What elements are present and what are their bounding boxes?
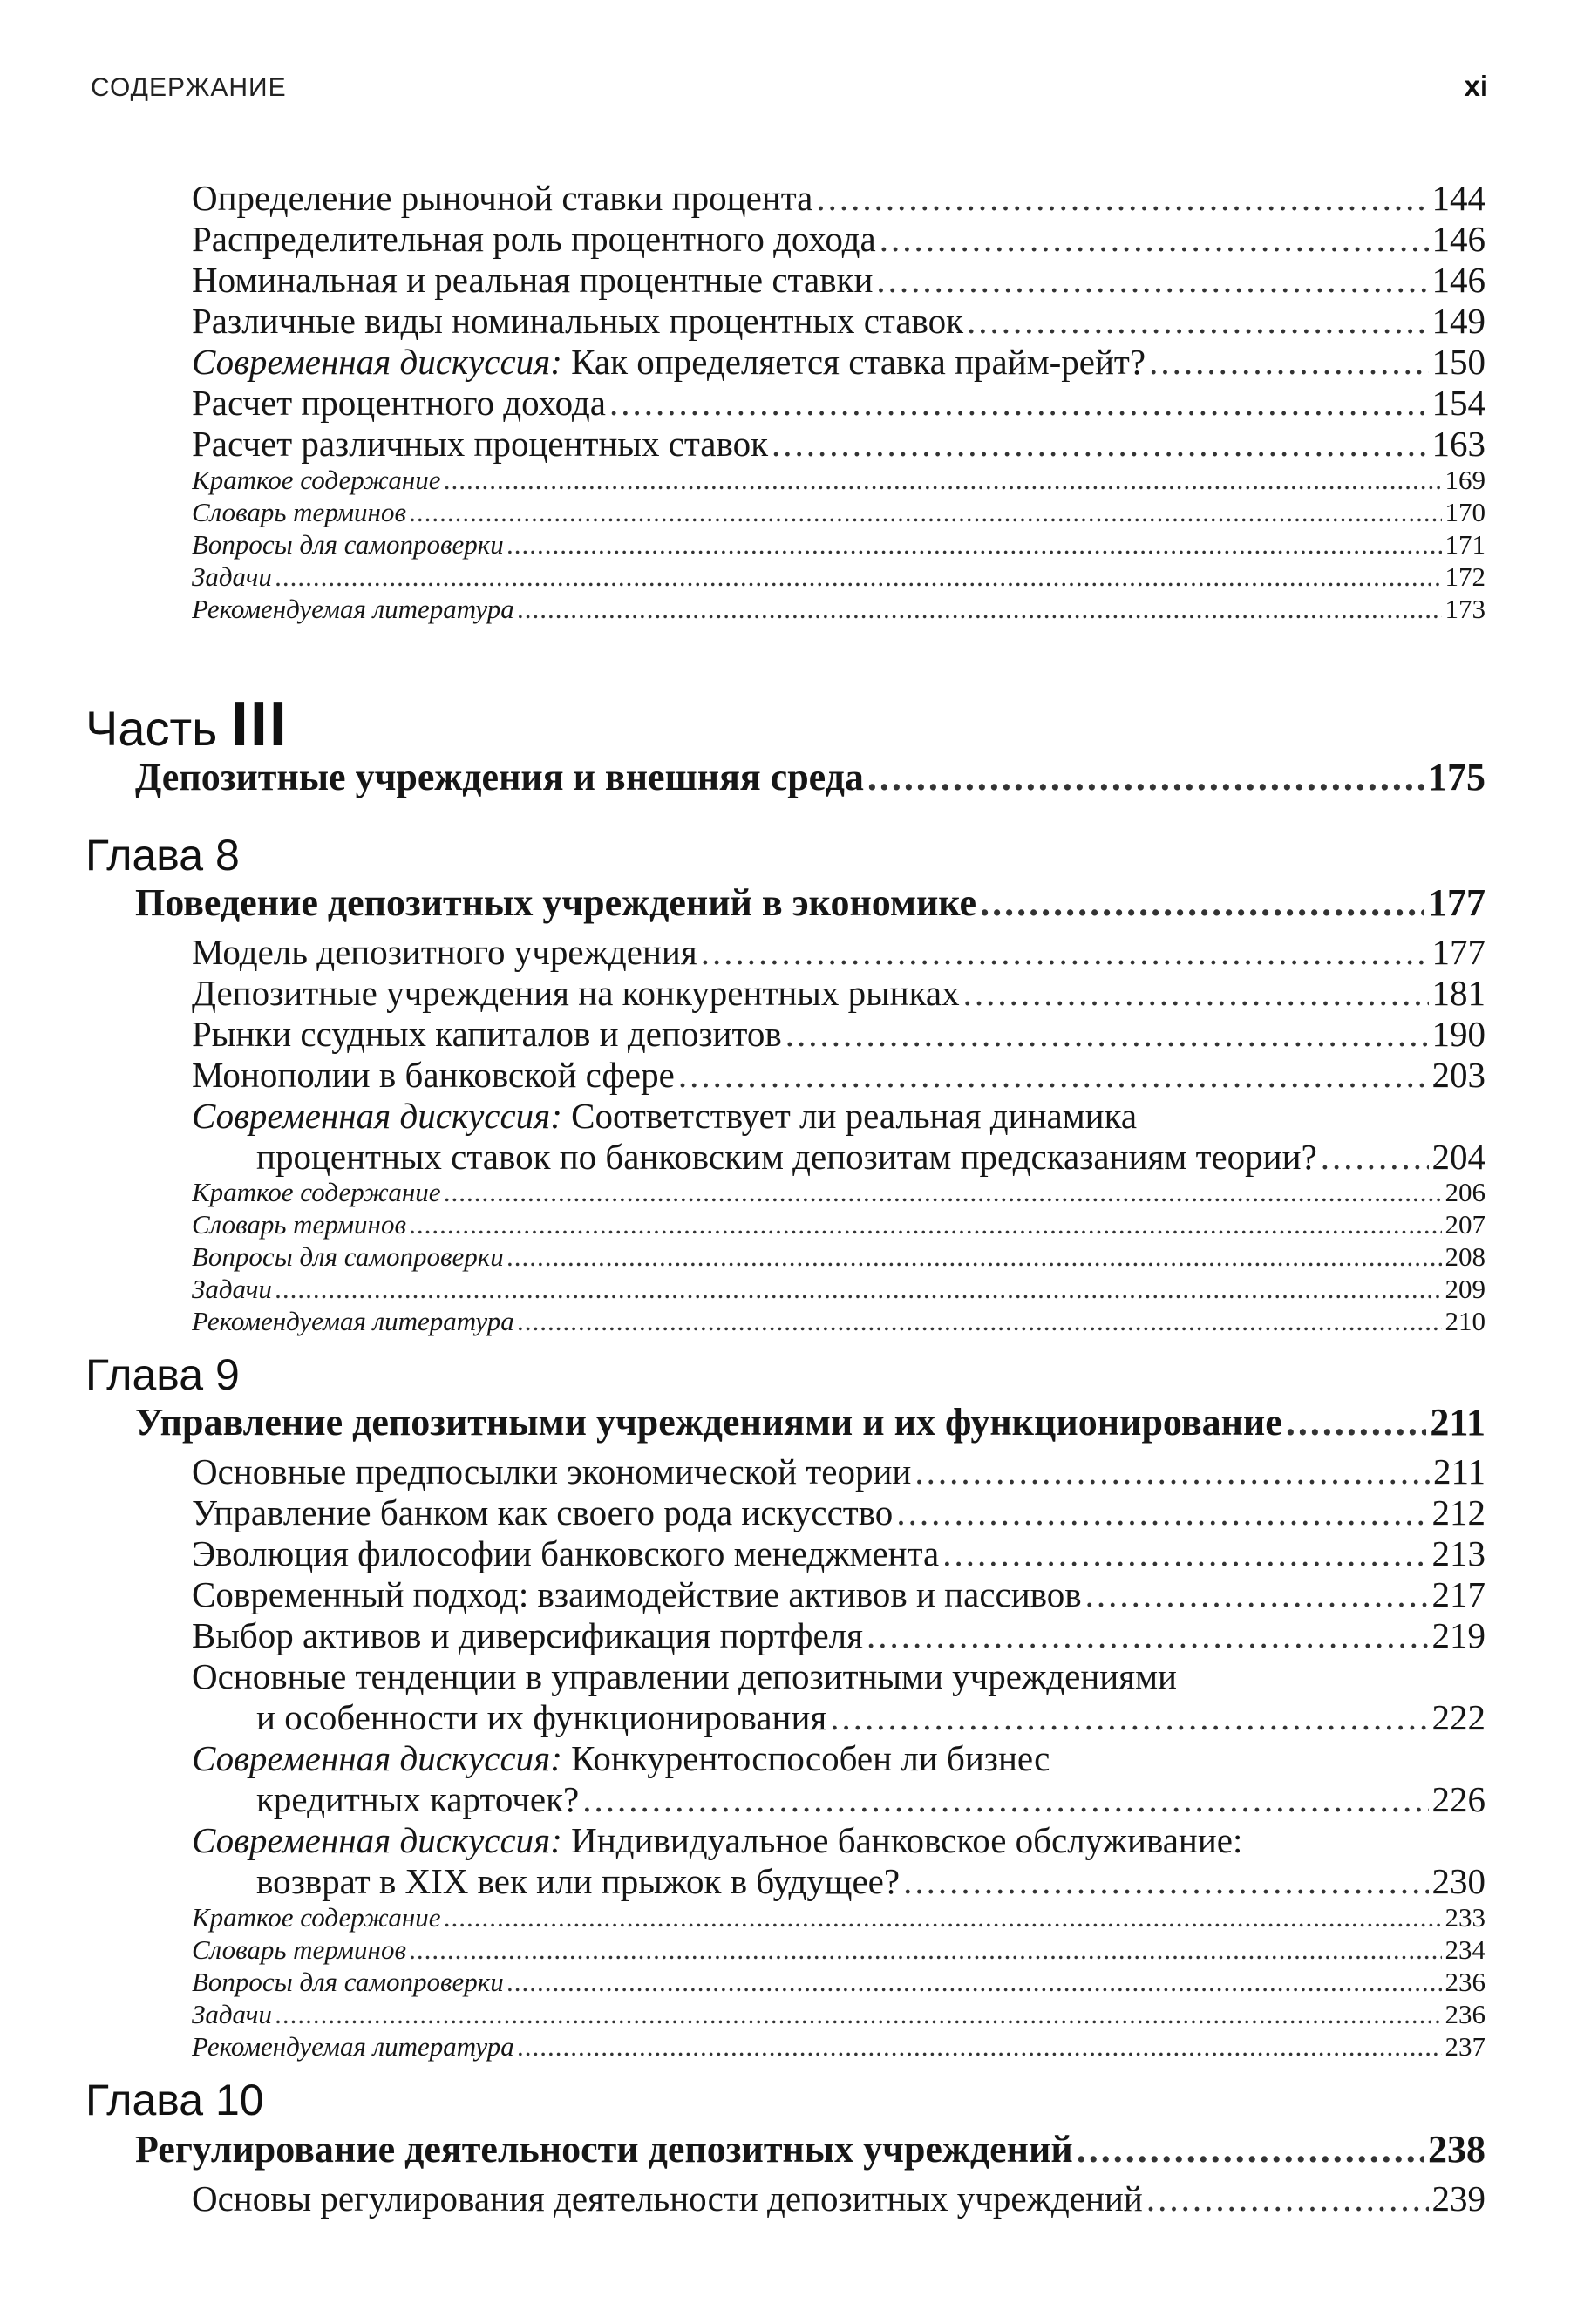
toc-entry[interactable] — [192, 1451, 1485, 1492]
discussion-topic-continued: процентных ставок по банковским депозитам предсказаниям теории? — [256, 1137, 1317, 1177]
toc-entry-page: 203 — [1431, 1055, 1485, 1095]
part-heading — [85, 689, 289, 760]
leader-dots — [967, 300, 1428, 342]
toc-entry-title: Краткое содержание — [192, 1177, 441, 1207]
discussion-topic: Конкурентоспособен ли бизнес — [561, 1738, 1050, 1778]
leader-dots — [896, 1492, 1428, 1533]
toc-minor-entry[interactable] — [192, 1902, 1485, 1933]
toc-entry[interactable] — [192, 259, 1485, 301]
leader-dots — [507, 1241, 1442, 1273]
discussion-prefix: Современная дискуссия: — [192, 342, 562, 382]
toc-entry-page: 169 — [1445, 465, 1485, 495]
toc-entry[interactable] — [192, 931, 1485, 973]
chapter-page: 177 — [1428, 881, 1485, 924]
leader-dots — [275, 561, 1442, 593]
toc-minor-entry[interactable] — [192, 497, 1485, 528]
toc-minor-entry[interactable] — [192, 529, 1485, 561]
toc-minor-entry[interactable] — [192, 465, 1485, 496]
leader-dots — [830, 1696, 1428, 1738]
toc-entry-title: Краткое содержание — [192, 1902, 441, 1933]
toc-entry-title: Распределительная роль процентного дохода — [192, 219, 876, 259]
leader-dots — [445, 465, 1442, 496]
toc-entry-page: 172 — [1445, 561, 1485, 592]
toc-minor-entry[interactable] — [192, 1241, 1485, 1273]
toc-entry[interactable] — [192, 1492, 1485, 1533]
toc-entry[interactable] — [192, 382, 1485, 424]
part-page: 175 — [1428, 756, 1485, 798]
toc-entry-page: 144 — [1431, 178, 1485, 218]
toc-minor-entry[interactable] — [192, 1934, 1485, 1966]
toc-entry-title: Вопросы для самопроверки — [192, 529, 504, 560]
discussion-prefix: Современная дискуссия: — [192, 1738, 562, 1778]
toc-entry[interactable] — [192, 423, 1485, 465]
toc-entry-title: Модель депозитного учреждения — [192, 932, 697, 972]
toc-entry-page: 207 — [1445, 1209, 1485, 1240]
toc-entry-trends-line2[interactable] — [256, 1696, 1485, 1738]
leader-dots — [876, 259, 1428, 301]
toc-entry-title: Расчет процентного дохода — [192, 383, 606, 423]
toc-entry-page: 230 — [1431, 1861, 1485, 1901]
toc-entry-title: Эволюция философии банковского менеджмента — [192, 1533, 940, 1573]
toc-entry-page: 236 — [1445, 1967, 1485, 1997]
toc-entry-discussion-line2[interactable] — [256, 1778, 1485, 1820]
leader-dots — [903, 1860, 1428, 1902]
toc-entry-page: 217 — [1431, 1574, 1485, 1614]
toc-entry-title: Краткое содержание — [192, 465, 441, 495]
discussion-topic-continued: кредитных карточек? — [256, 1779, 580, 1819]
toc-entry-title: Основы регулирования деятельности депозитных учреждений — [192, 2178, 1143, 2219]
toc-entry-page: 226 — [1431, 1779, 1485, 1819]
leader-dots — [816, 177, 1428, 219]
toc-entry[interactable] — [192, 1013, 1485, 1055]
toc-entry-page: 209 — [1445, 1274, 1485, 1304]
toc-entry-page: 146 — [1431, 260, 1485, 300]
toc-entry-discussion-line1[interactable] — [192, 1819, 1242, 1861]
leader-dots — [410, 497, 1442, 528]
toc-entry-page: 173 — [1445, 594, 1485, 624]
toc-minor-entry[interactable] — [192, 1177, 1485, 1208]
discussion-topic-continued: возврат в XIX век или прыжок в будущее? — [256, 1861, 901, 1901]
leader-dots — [582, 1778, 1428, 1820]
toc-minor-entry[interactable] — [192, 1209, 1485, 1240]
leader-dots — [275, 1999, 1442, 2030]
toc-entry-title: Различные виды номинальных процентных ставок — [192, 301, 964, 341]
part-title: Депозитные учреждения и внешняя среда — [135, 756, 864, 798]
part-number: III — [230, 690, 289, 759]
toc-minor-entry[interactable] — [192, 1274, 1485, 1305]
leader-dots — [1321, 1136, 1429, 1178]
leader-dots — [880, 218, 1429, 260]
toc-entry[interactable] — [192, 1532, 1485, 1574]
toc-entry-title: Словарь терминов — [192, 497, 406, 527]
discussion-prefix: Современная дискуссия: — [192, 1096, 562, 1136]
toc-entry-page: 212 — [1431, 1492, 1485, 1532]
toc-entry-title: Рекомендуемая литература — [192, 2031, 514, 2062]
leader-dots — [518, 1306, 1442, 1337]
chapter-9-title-entry[interactable] — [135, 1400, 1485, 1444]
toc-entry-page: 170 — [1445, 497, 1485, 527]
toc-entry-page: 181 — [1431, 973, 1485, 1013]
leader-dots — [785, 1013, 1429, 1055]
toc-entry-title: Депозитные учреждения на конкурентных рынках — [192, 973, 960, 1013]
toc-entry-title: Расчет различных процентных ставок — [192, 424, 769, 464]
toc-minor-entry[interactable] — [192, 594, 1485, 625]
chapter-10-heading: Глава 10 — [85, 2076, 264, 2124]
toc-entry-page: 154 — [1431, 383, 1485, 423]
page-number: xi — [1464, 70, 1488, 102]
toc-entry-title: Рекомендуемая литература — [192, 594, 514, 624]
toc-entry-page: 239 — [1431, 2178, 1485, 2219]
leader-dots — [678, 1054, 1429, 1096]
toc-entry-page: 234 — [1445, 1934, 1485, 1965]
toc-entry[interactable] — [192, 177, 1485, 219]
toc-entry-title: Задачи — [192, 1274, 272, 1304]
toc-minor-entry[interactable] — [192, 1306, 1485, 1337]
toc-entry-page: 211 — [1433, 1451, 1485, 1492]
leader-dots — [507, 529, 1442, 561]
discussion-topic: Соответствует ли реальная динамика — [561, 1096, 1138, 1136]
leader-dots — [914, 1451, 1430, 1492]
toc-entry-title — [192, 341, 1146, 383]
toc-entry[interactable] — [192, 300, 1485, 342]
toc-entry[interactable] — [192, 218, 1485, 260]
toc-minor-entry[interactable] — [192, 1999, 1485, 2030]
chapter-page: 211 — [1430, 1401, 1485, 1444]
discussion-topic: Как определяется ставка прайм-рейт? — [561, 342, 1146, 382]
leader-dots — [1149, 341, 1428, 383]
toc-entry-title: Определение рыночной ставки процента — [192, 178, 813, 218]
toc-entry[interactable] — [192, 1614, 1485, 1656]
toc-entry[interactable] — [192, 1054, 1485, 1096]
toc-entry-page: 206 — [1445, 1177, 1485, 1207]
chapter-title: Поведение депозитных учреждений в экономике — [135, 881, 977, 924]
toc-entry-discussion-line1[interactable] — [192, 1095, 1137, 1137]
chapter-8-heading: Глава 8 — [85, 831, 240, 880]
toc-entry-page: 146 — [1431, 219, 1485, 259]
toc-entry-discussion-line2[interactable] — [256, 1136, 1485, 1178]
leader-dots — [701, 931, 1429, 973]
toc-entry-page: 233 — [1445, 1902, 1485, 1933]
toc-entry-page: 222 — [1431, 1697, 1485, 1737]
toc-entry-title: Рынки ссудных капиталов и депозитов — [192, 1014, 782, 1054]
leader-dots — [1077, 2127, 1424, 2171]
leader-dots — [275, 1274, 1442, 1305]
toc-entry-page: 149 — [1431, 301, 1485, 341]
toc-minor-entry[interactable] — [192, 561, 1485, 593]
leader-dots — [1286, 1400, 1427, 1444]
chapter-9-heading: Глава 9 — [85, 1350, 240, 1399]
chapter-8-title-entry[interactable] — [135, 880, 1485, 925]
toc-entry-title: Выбор активов и диверсификация портфеля — [192, 1615, 863, 1655]
leader-dots — [772, 423, 1428, 465]
chapter-title: Регулирование деятельности депозитных учреждений — [135, 2128, 1073, 2171]
toc-entry-page: 219 — [1431, 1615, 1485, 1655]
running-head: СОДЕРЖАНИЕ — [91, 73, 287, 102]
toc-entry-page: 204 — [1431, 1137, 1485, 1177]
toc-entry[interactable] — [192, 972, 1485, 1014]
leader-dots — [410, 1934, 1442, 1966]
leader-dots — [507, 1967, 1442, 1998]
leader-dots — [1146, 2178, 1429, 2219]
toc-minor-entry[interactable] — [192, 1967, 1485, 1998]
toc-entry-page: 237 — [1445, 2031, 1485, 2062]
toc-entry-trends-line1[interactable]: Основные тенденции в управлении депозитными учреждениями — [192, 1656, 1177, 1696]
toc-entry-title: Рекомендуемая литература — [192, 1306, 514, 1336]
toc-entry-title: Основные предпосылки экономической теории — [192, 1451, 912, 1492]
toc-entry-title: Монополии в банковской сфере — [192, 1055, 675, 1095]
leader-dots — [518, 2031, 1442, 2062]
toc-entry-page: 177 — [1431, 932, 1485, 972]
toc-entry[interactable] — [192, 1573, 1485, 1615]
toc-entry-page: 208 — [1445, 1241, 1485, 1272]
leader-dots — [609, 382, 1429, 424]
leader-dots — [867, 1614, 1429, 1656]
toc-minor-entry[interactable] — [192, 2031, 1485, 2062]
discussion-topic: Индивидуальное банковское обслуживание: — [561, 1820, 1243, 1860]
toc-entry-discussion-line1[interactable] — [192, 1737, 1050, 1779]
leader-dots — [518, 594, 1442, 625]
toc-entry-page: 190 — [1431, 1014, 1485, 1054]
toc-entry-page: 236 — [1445, 1999, 1485, 2029]
toc-entry-page: 210 — [1445, 1306, 1485, 1336]
toc-entry-page: 171 — [1445, 529, 1485, 560]
toc-entry-title: Номинальная и реальная процентные ставки — [192, 260, 874, 300]
leader-dots — [410, 1209, 1442, 1240]
toc-entry-title: Задачи — [192, 561, 272, 592]
toc-entry-discussion-line2[interactable] — [256, 1860, 1485, 1902]
chapter-page: 238 — [1428, 2128, 1485, 2171]
toc-entry-title: Современный подход: взаимодействие активов и пассивов — [192, 1574, 1082, 1614]
chapter-10-title-entry[interactable] — [135, 2127, 1485, 2171]
toc-entry-page: 150 — [1431, 342, 1485, 382]
toc-entry-page: 163 — [1431, 424, 1485, 464]
toc-entry-page: 213 — [1431, 1533, 1485, 1573]
toc-entry-title: Словарь терминов — [192, 1934, 406, 1965]
toc-entry-title: Словарь терминов — [192, 1209, 406, 1240]
leader-dots — [445, 1902, 1442, 1933]
leader-dots — [963, 972, 1429, 1014]
toc-entry-title: Вопросы для самопроверки — [192, 1241, 504, 1272]
leader-dots — [867, 755, 1424, 799]
toc-entry-title: Задачи — [192, 1999, 272, 2029]
toc-entry-discussion[interactable] — [192, 341, 1485, 383]
toc-entry-title: Вопросы для самопроверки — [192, 1967, 504, 1997]
toc-entry[interactable] — [192, 2178, 1485, 2219]
discussion-prefix: Современная дискуссия: — [192, 1820, 562, 1860]
leader-dots — [942, 1532, 1428, 1574]
toc-entry-title-continued: и особенности их функционирования — [256, 1697, 827, 1737]
leader-dots — [980, 880, 1424, 925]
chapter-title: Управление депозитными учреждениями и их функционирование — [135, 1401, 1282, 1444]
part-title-entry[interactable] — [135, 755, 1485, 799]
toc-entry-title: Управление банком как своего рода искусство — [192, 1492, 894, 1532]
leader-dots — [445, 1177, 1442, 1208]
leader-dots — [1085, 1573, 1429, 1615]
part-label: Часть — [85, 701, 218, 756]
